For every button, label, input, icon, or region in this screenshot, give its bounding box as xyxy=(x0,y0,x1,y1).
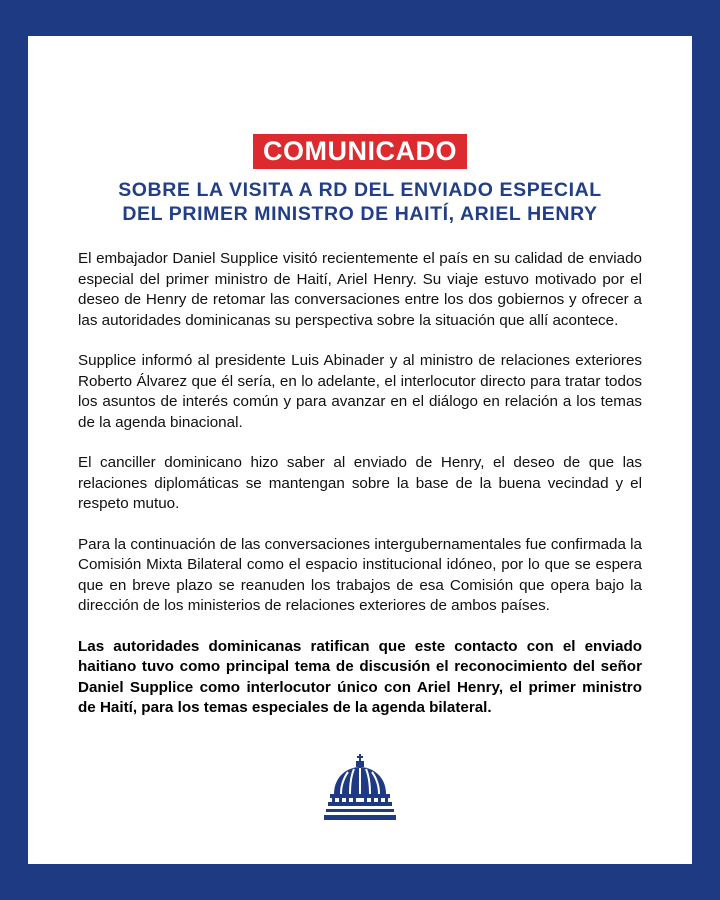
title-line-2: DEL PRIMER MINISTRO DE HAITÍ, ARIEL HENRY xyxy=(122,203,598,225)
communique-card xyxy=(28,36,692,864)
comunicado-badge: COMUNICADO xyxy=(253,134,467,169)
badge-container xyxy=(28,134,692,169)
page-title xyxy=(28,178,692,226)
paragraph-1: El embajador Daniel Supplice visitó recientemente el país en su calidad de enviado especial del primer ministro de Haití, Ariel Henry. Su viaje estuvo motivado por el deseo de Henry de retomar las conversaciones entre los dos gobiernos y ofrecer a las autoridades dominicanas su perspectiva sobre la situación que allí acontece. xyxy=(78,250,642,329)
paragraph-5-bold: Las autoridades dominicanas ratifican que este contacto con el enviado haitiano tuvo como principal tema de discusión el reconocimiento del señor Daniel Supplice como interlocutor único con Ariel Henry, el primer ministro de Haití, para los temas especiales de la agenda bilateral. xyxy=(78,637,642,716)
government-palace-dome-icon xyxy=(324,754,396,820)
paragraph-4: Para la continuación de las conversaciones intergubernamentales fue confirmada la Comisión Mixta Bilateral como el espacio institucional idóneo, por lo que se espera que en breve plazo se reanuden los trabajos de esa Comisión que opera bajo la dirección de los ministerios de relaciones exteriores de ambos países. xyxy=(78,535,642,614)
communique-body xyxy=(78,249,642,739)
paragraph-3: El canciller dominicano hizo saber al enviado de Henry, el deseo de que las relaciones diplomáticas se mantengan sobre la base de la buena vecindad y el respeto mutuo. xyxy=(78,454,642,512)
title-line-1: SOBRE LA VISITA A RD DEL ENVIADO ESPECIAL xyxy=(118,179,602,201)
paragraph-2: Supplice informó al presidente Luis Abinader y al ministro de relaciones exteriores Roberto Álvarez que él sería, en lo adelante, el interlocutor directo para tratar todos los asuntos de interés común y para avanzar en el diálogo en relación a los temas de la agenda binacional. xyxy=(78,352,642,431)
